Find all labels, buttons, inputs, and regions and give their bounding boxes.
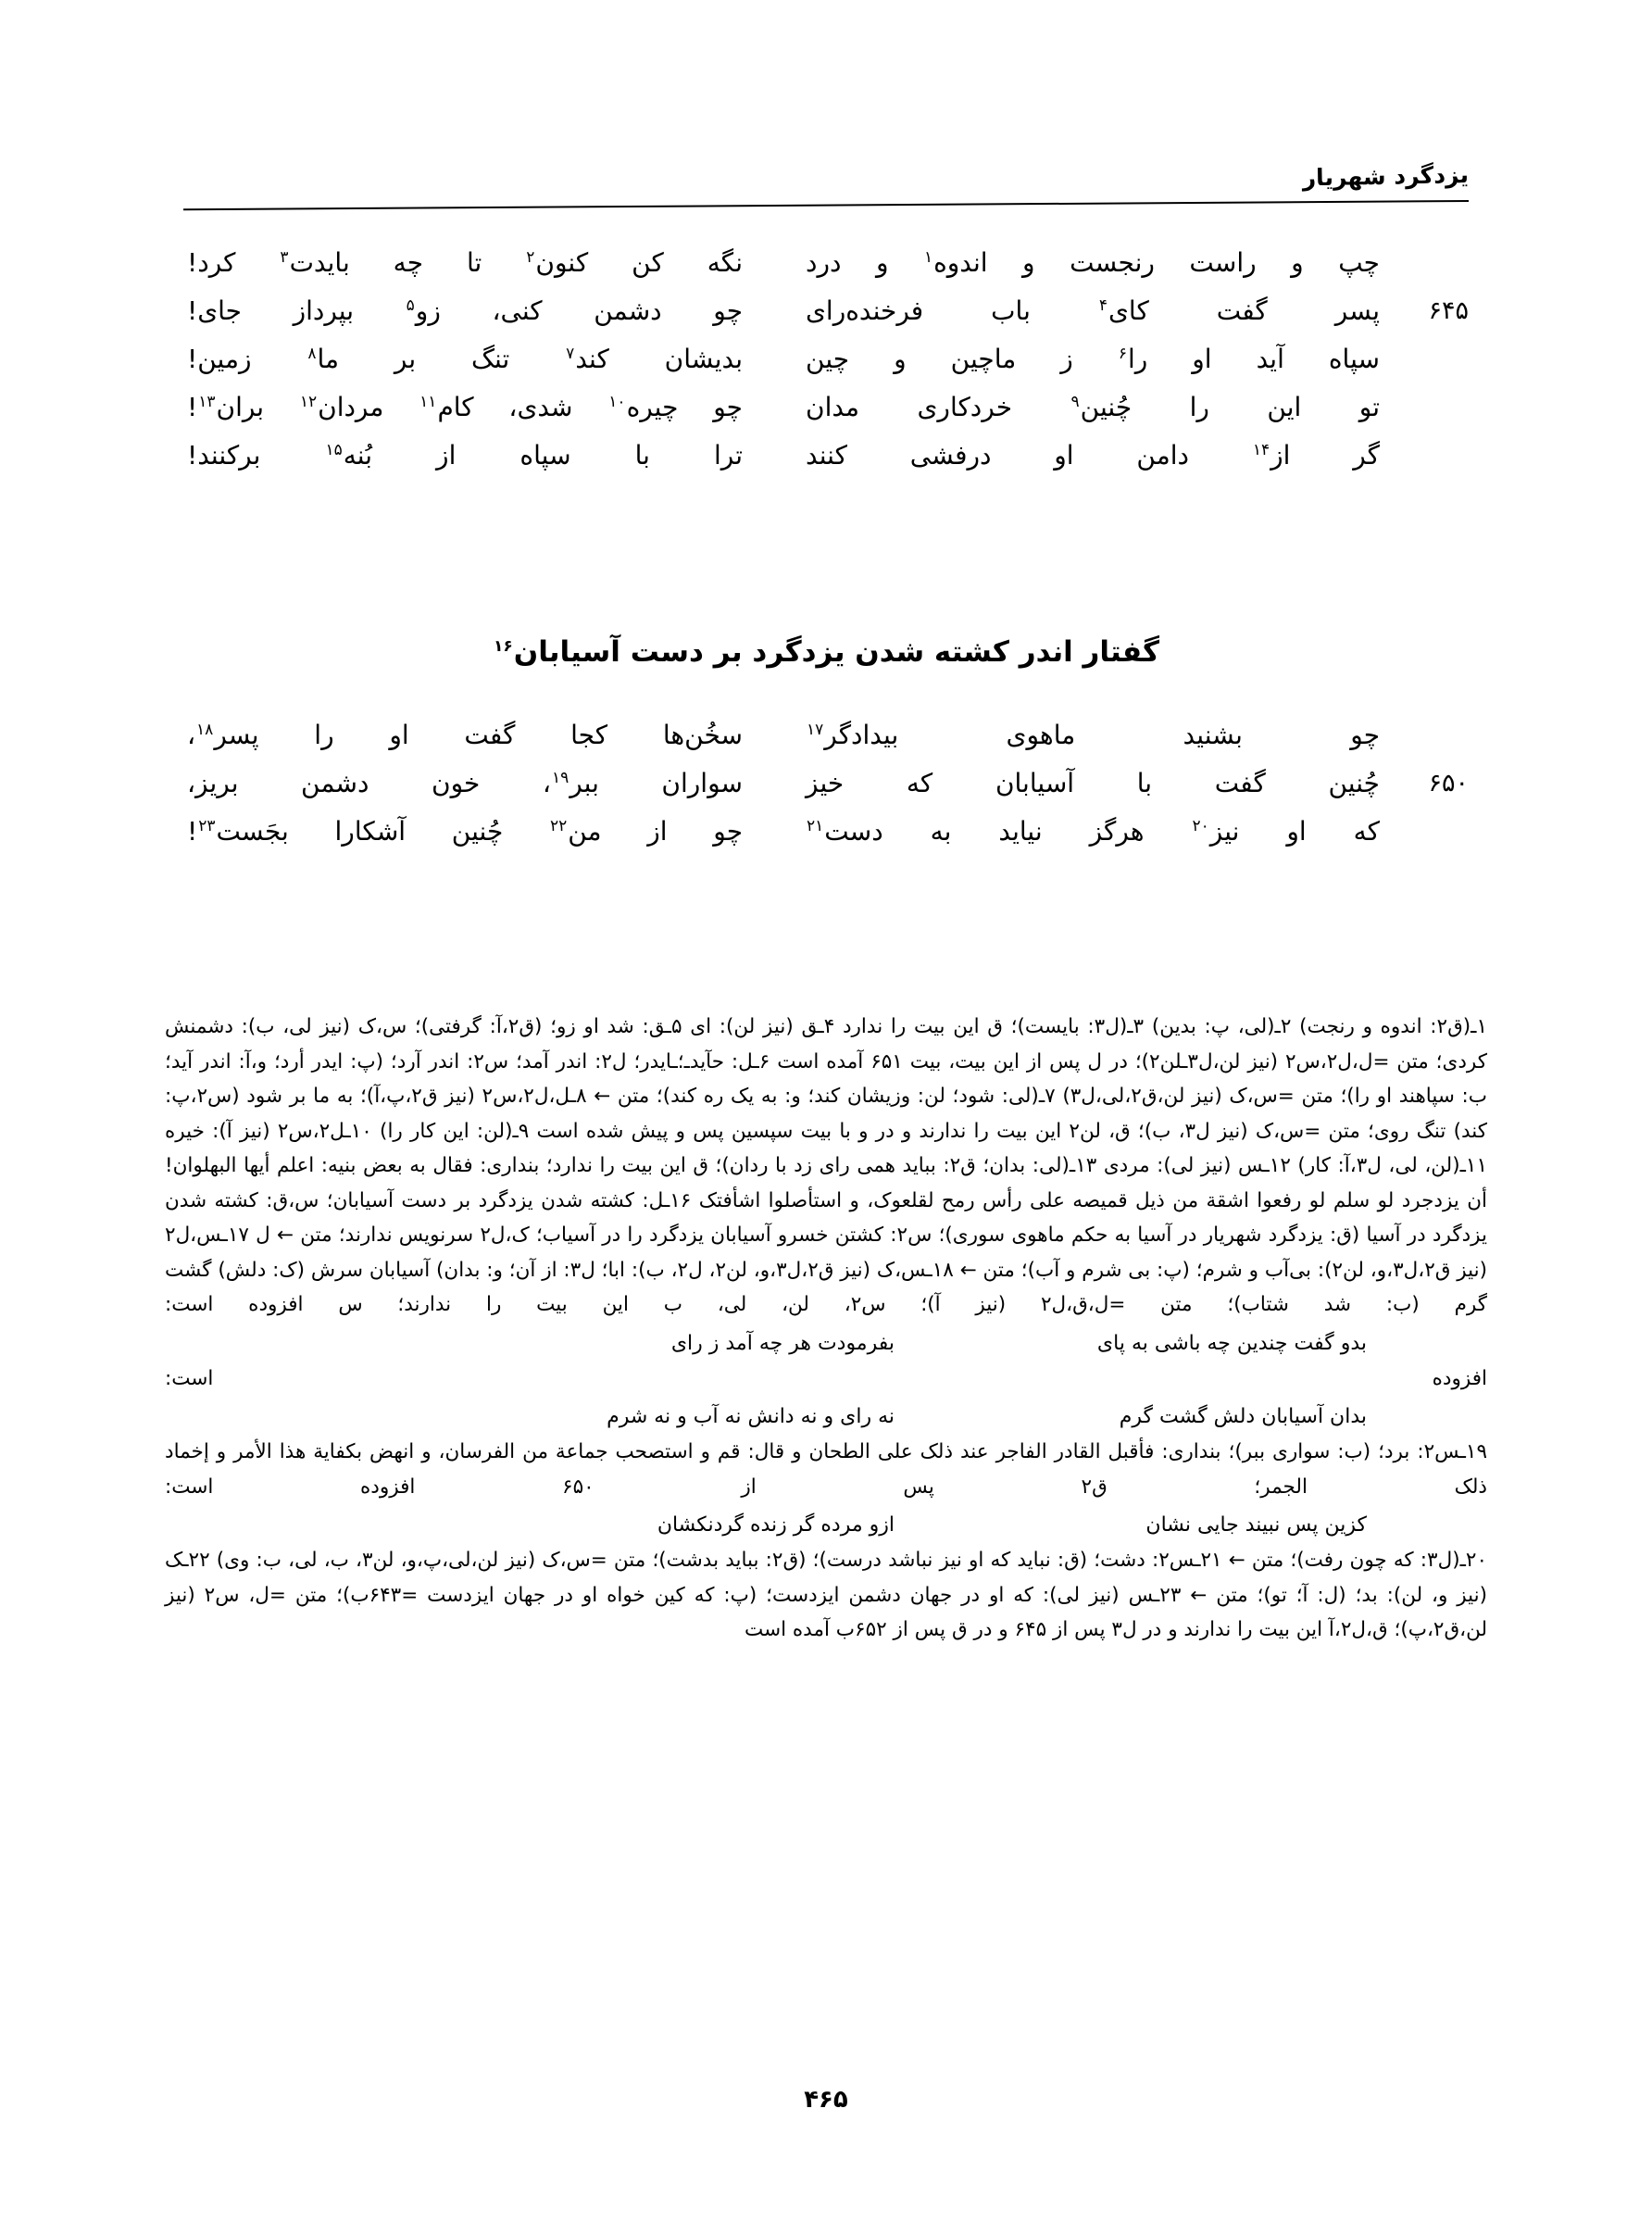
verse-text: تو این را چُنین bbox=[1080, 392, 1380, 422]
verse-text: چپ و راست رنجست و اندوه bbox=[933, 247, 1380, 278]
verse-text: ! bbox=[187, 392, 198, 422]
verse-line bbox=[183, 239, 1469, 287]
inset-couplet-1 bbox=[165, 1328, 1487, 1360]
verse-text: بپرداز جای! bbox=[187, 295, 406, 326]
verse-text: چو دشمن کنی، زو bbox=[415, 295, 744, 326]
inset-couplet-2-hemistich-b: نه رای و نه دانش نه آب و نه شرم bbox=[607, 1405, 895, 1428]
footnote-marker: ۱۰ bbox=[608, 392, 626, 411]
verse-text: تا چه بایدت bbox=[289, 247, 526, 278]
hemistich-first bbox=[806, 335, 1380, 383]
verse-text: مردان bbox=[318, 392, 419, 422]
footnote-marker: ۵ bbox=[406, 295, 415, 315]
footnote-marker: ۷ bbox=[566, 344, 575, 363]
verse-text: زمین! bbox=[187, 344, 307, 374]
hemistich-first bbox=[806, 759, 1380, 808]
verse-line bbox=[183, 287, 1469, 335]
footnote-marker: ۴ bbox=[1098, 295, 1108, 315]
apparatus-paragraph-1: ۱ـ(ق۲: اندوه و رنجت) ۲ـ(لی، پ: بدین) ۳ـ(ل۳: بایست)؛ ق این بیت را ندارد ۴ـق (نیز لن): ای ۵ـق: شد او زو؛ (ق۲،آ: گرفتی)؛ س،ک (نیز لی، ب): دشمنش کردی؛ متن =ل،ل۲،س۲ (نیز لن،ل۳ـلن۲)؛ در ل پس از این بیت، بیت ۶۵۱ آمده است ۶ـل: حآیدـ؛ـایدر؛ ل۲: اندر آمد؛ س۲: اندر آرد؛ (پ: ایدر أرد؛ و،آ: اندر آید؛ ب: سپاهند او را)؛ متن =س،ک (نیز لن،ق۲،لی،ل۳) ۷ـ(لی: شود؛ لن: وزیشان کند؛ و: به یک ره کند)؛ متن ← ۸ـل،ل۲،س۲ (نیز ق۲،پ،آ)؛ به ما بر شود (س۲،پ: کند) تنگ روی؛ متن =س،ک (نیز ل۳، ب)؛ ق، لن۲ این بیت را ندارند و در و با بیت سپسین پس و پیش شده است ۹ـ(لن: این کار را) ۱۰ـل۲،س۲ (نیز آ): خیره ۱۱ـ(لن، لی، ل۳،آ: کار) ۱۲ـس (نیز لی): مردی ۱۳ـ(لی: بدان؛ ق۲: بباید همی رای زد با ردان)؛ ق این بیت را ندارد؛ بنداری: فقال به بعض بنیه: اعلم أیها البهلوان! أن یزدجرد لو سلم لو رفعوا اشقة من ذیل قمیصه علی رأس رمح لقلعوک، و استأصلوا اشأفتک ۱۶ـل: کشته شدن یزدگرد بر دست آسیابان؛ س،ق: کشته شدن یزدگرد در آسیا (ق: یزدگرد شهریار در آسیا به حکم ماهوی سوری)؛ س۲: کشتن خسرو آسیابان یزدگرد را در آسیاب؛ ک،ل۲ سرنویس ندارند؛ متن ← ل ۱۷ـس،ل۲ (نیز ق۲،ل۳،و، لن۲): بی‌آب و شرم؛ (پ: بی شرم و آب)؛ متن ← ۱۸ـس،ک (نیز ق۲،ل۳،و، لن۲، ل۲، ب): ابا؛ ل۳: از آن؛ و: بدان) آسیابان سرش (ک: دلش) گشت گرم (ب: شد شتاب)؛ متن =ل،ق،ل۲ (نیز آ)؛ س۲، لن، لی، ب این بیت را ندارند؛ س افزوده است: bbox=[165, 1015, 1488, 1316]
verse-line bbox=[183, 335, 1469, 383]
footnote-marker: ۹ bbox=[1070, 392, 1080, 411]
verse-line bbox=[183, 808, 1469, 856]
footnote-marker: ۲۰ bbox=[1192, 816, 1209, 835]
verse-text: چو از من bbox=[568, 816, 743, 847]
footnote-marker: ۱۱ bbox=[419, 392, 437, 411]
page-number: ۴۶۵ bbox=[804, 2086, 848, 2114]
inset-couplet-3-hemistich-a: کزین پس نبیند جایی نشان bbox=[1145, 1513, 1367, 1537]
footnote-marker: ۱۵ bbox=[325, 440, 343, 459]
verse-text: باب فرخنده‌رای bbox=[806, 295, 1098, 326]
verse-line bbox=[183, 711, 1469, 759]
footnote-marker: ۱۴ bbox=[1252, 440, 1270, 459]
footnote-marker: ۲۱ bbox=[807, 816, 824, 835]
footnote-marker: ۱۹ bbox=[551, 768, 569, 787]
apparatus-note-after-couplet-1: افزوده است: bbox=[165, 1366, 1487, 1390]
verse-text: خردکاری مدان bbox=[806, 392, 1070, 422]
footnote-marker: ۱ bbox=[923, 247, 933, 267]
hemistich-first bbox=[806, 432, 1380, 480]
verse-text: ترا با سپاه از بُنه bbox=[343, 440, 743, 471]
verse-block-secondary bbox=[183, 711, 1469, 856]
running-head-title: یزدگرد شهریار bbox=[1302, 161, 1469, 192]
hemistich-second bbox=[187, 287, 743, 335]
verse-line bbox=[183, 383, 1469, 432]
apparatus-paragraph-3: ۲۰ـ(ل۳: که چون رفت)؛ متن ← ۲۱ـس۲: دشت؛ (ق: نباید که او نیز نباشد درست)؛ (ق۲: بباید بدشت)؛ متن =س،ک (نیز لن،لی،پ،و، لن۳، ب، لی، ب: وی) ۲۲ـک (نیز و، لن): بد؛ (ل: آ؛ تو)؛ متن ← ۲۳ـس (نیز لی): که او در جهان دشمن ایزدست؛ (پ: که کین خواه او در جهان ایزدست =۶۴۳ب)؛ متن =ل، س۲ (نیز لن،ق۲،پ)؛ ق،ل۲،آ این بیت را ندارند و در ل۳ پس از ۶۴۵ و در ق پس از ۶۵۲ب آمده است bbox=[165, 1549, 1488, 1641]
footnote-marker: ۲۳ bbox=[198, 816, 216, 835]
verse-text: پسر گفت کای bbox=[1108, 295, 1380, 326]
hemistich-first bbox=[806, 287, 1380, 335]
footnote-marker: ۶ bbox=[1118, 344, 1127, 363]
inset-couplet-1-hemistich-b: بفرمودت هر چه آمد ز رای bbox=[670, 1331, 895, 1355]
verse-text: تنگ بر ما bbox=[317, 344, 566, 374]
footnote-marker-16: ۱۶ bbox=[493, 636, 513, 656]
section-heading-text: گفتار اندر کشته شدن یزدگرد بر دست آسیابان bbox=[513, 635, 1160, 669]
hemistich-second bbox=[187, 383, 743, 432]
verse-text: کرد! bbox=[187, 247, 280, 278]
verse-text: که او نیز bbox=[1209, 816, 1380, 847]
running-head-rule bbox=[183, 200, 1469, 210]
verse-text: گر از bbox=[1270, 440, 1380, 471]
verse-text: شدی، کام bbox=[437, 392, 608, 422]
verse-block-primary bbox=[183, 239, 1469, 480]
footnote-marker: ۲ bbox=[526, 247, 535, 267]
section-heading bbox=[183, 635, 1469, 669]
verse-text: و درد bbox=[806, 247, 923, 278]
footnote-marker: ۱۸ bbox=[196, 720, 214, 739]
hemistich-first bbox=[806, 711, 1380, 759]
inset-couplet-3 bbox=[165, 1510, 1487, 1541]
hemistich-second bbox=[187, 432, 743, 480]
inset-couplet-1-hemistich-a: بدو گفت چندین چه باشی به پای bbox=[1096, 1331, 1367, 1355]
hemistich-second bbox=[187, 239, 743, 287]
verse-text: بران bbox=[216, 392, 299, 422]
verse-text: چو چیره bbox=[626, 392, 743, 422]
footnote-marker: ۱۲ bbox=[299, 392, 318, 411]
verse-text: سواران ببر bbox=[569, 768, 743, 798]
verse-text: چُنین گفت با آسیابان که خیز bbox=[806, 768, 1380, 798]
critical-apparatus bbox=[165, 1010, 1487, 1648]
verse-text: ، خون دشمن بریز، bbox=[187, 768, 551, 798]
verse-text: ! bbox=[187, 816, 198, 847]
inset-couplet-3-hemistich-b: ازو مرده گر زنده گردنکشان bbox=[657, 1513, 895, 1537]
hemistich-first bbox=[806, 808, 1380, 856]
hemistich-first bbox=[806, 239, 1380, 287]
hemistich-second bbox=[187, 808, 743, 856]
hemistich-second bbox=[187, 335, 743, 383]
verse-number: ۶۵۰ bbox=[1428, 769, 1469, 797]
verse-text: چُنین آشکارا بجَست bbox=[216, 816, 549, 847]
verse-text: دامن او درفشی کنند bbox=[806, 440, 1252, 471]
verse-number: ۶۴۵ bbox=[1428, 296, 1469, 325]
hemistich-first bbox=[806, 383, 1380, 432]
verse-text: بدیشان کند bbox=[575, 344, 744, 374]
inset-couplet-2-hemistich-a: بدان آسیابان دلش گشت گرم bbox=[1119, 1405, 1367, 1428]
running-head bbox=[183, 161, 1469, 217]
footnote-marker: ۲۲ bbox=[549, 816, 568, 835]
verse-text: چو بشنید ماهوی بیدادگر bbox=[824, 720, 1380, 750]
hemistich-second bbox=[187, 711, 743, 759]
verse-text: سخُن‌ها کجا گفت او را پسر bbox=[214, 720, 743, 750]
verse-text: ، bbox=[187, 720, 196, 750]
verse-line bbox=[183, 759, 1469, 808]
footnote-marker: ۱۳ bbox=[198, 392, 216, 411]
footnote-marker: ۱۷ bbox=[807, 720, 824, 739]
verse-text: هرگز نیاید به دست bbox=[824, 816, 1192, 847]
footnote-marker: ۳ bbox=[280, 247, 289, 267]
apparatus-paragraph-2: ۱۹ـس۲: برد؛ (ب: سواری ببر)؛ بنداری: فأقبل القادر الفاجر عند ذلک علی الطحان و قال: قم و استصحب جماعة من الفرسان، و انهض بکفایة هذا الأمر و إخماد ذلک الجمر؛ ق۲ پس از ۶۵۰ افزوده است: bbox=[165, 1440, 1487, 1499]
verse-text: سپاه آید او را bbox=[1127, 344, 1380, 374]
hemistich-second bbox=[187, 759, 743, 808]
verse-text: برکنند! bbox=[187, 440, 325, 471]
inset-couplet-2 bbox=[165, 1401, 1487, 1433]
footnote-marker: ۸ bbox=[307, 344, 317, 363]
verse-line bbox=[183, 432, 1469, 480]
verse-text: ز ماچین و چین bbox=[806, 344, 1118, 374]
verse-text: نگه کن کنون bbox=[535, 247, 743, 278]
